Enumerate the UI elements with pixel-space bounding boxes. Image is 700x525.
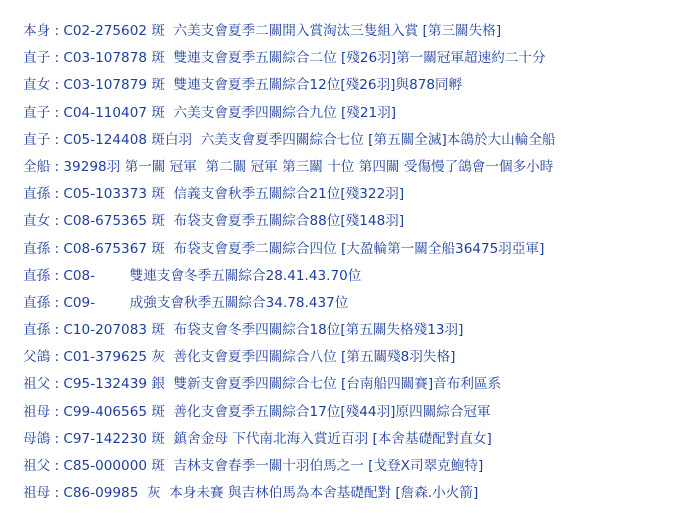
record-line-maternal-grandsire: 祖父 : C85-000000 斑 吉林支會春季一關十羽伯馬之一 [戈登X司翠克鮑特]: [23, 458, 484, 474]
record-line-son-2: 直子 : C04-110407 斑 六美支會夏季四關綜合九位 [殘21羽]: [23, 104, 397, 121]
pedigree-text-block: [23, 18, 693, 507]
record-line-grandchild-3: 直孫 : C08- 雙連支會冬季五關綜合28.41.43.70位: [23, 267, 362, 284]
record-line-race-note: 全船 : 39298羽 第一關 冠軍 第二關 冠軍 第三關 十位 第四關 受傷慢了鴿會一個多小時: [23, 158, 554, 175]
record-line-dam: 母鴿 : C97-142230 斑 鎮舍金母 下代南北海入賞近百羽 [本舍基礎配對直女]: [23, 430, 492, 447]
record-line-grandchild-1: 直孫 : C05-103373 斑 信義支會秋季五關綜合21位[殘322羽]: [23, 186, 405, 203]
record-line-son-1: 直子 : C03-107878 斑 雙連支會夏季五關綜合二位 [殘26羽]第一關冠軍超速約二十分: [23, 50, 546, 67]
record-line-maternal-granddam: 祖母 : C86-09985 灰 本身未賽 與吉林伯馬為本舍基礎配對 [詹森.小火箭]: [23, 485, 479, 502]
record-line-daughter-2: 直女 : C08-675365 斑 布袋支會夏季五關綜合88位[殘148羽]: [23, 213, 405, 230]
record-line-sire: 父鴿 : C01-379625 灰 善化支會夏季四關綜合八位 [第五關殘8羽失格]: [23, 349, 456, 366]
record-line-son-3: 直子 : C05-124408 斑白羽 六美支會夏季四關綜合七位 [第五關全滅]本鴿於大山輪全船: [23, 131, 556, 148]
record-line-grandchild-4: 直孫 : C09- 成強支會秋季五關綜合34.78.437位: [23, 294, 349, 311]
record-line-self: 本身 : C02-275602 斑 六美支會夏季二關開入賞淘汰三隻組入賞 [第三關失格]: [23, 23, 502, 39]
record-line-grandchild-2: 直孫 : C08-675367 斑 布袋支會夏季二關綜合四位 [大盈輪第一關全船36475羽亞軍]: [23, 240, 545, 257]
record-line-grandchild-5: 直孫 : C10-207083 斑 布袋支會冬季四關綜合18位[第五關失格殘13羽]: [23, 322, 464, 339]
record-line-daughter-1: 直女 : C03-107879 斑 雙連支會夏季五關綜合12位[殘26羽]與878同孵: [23, 77, 463, 94]
record-line-paternal-grandsire: 祖父 : C95-132439 銀 雙新支會夏季四關綜合七位 [台南船四關賽]音布利區系: [23, 376, 502, 393]
record-line-paternal-granddam: 祖母 : C99-406565 斑 善化支會夏季五關綜合17位[殘44羽]原四關綜合冠軍: [23, 403, 491, 420]
